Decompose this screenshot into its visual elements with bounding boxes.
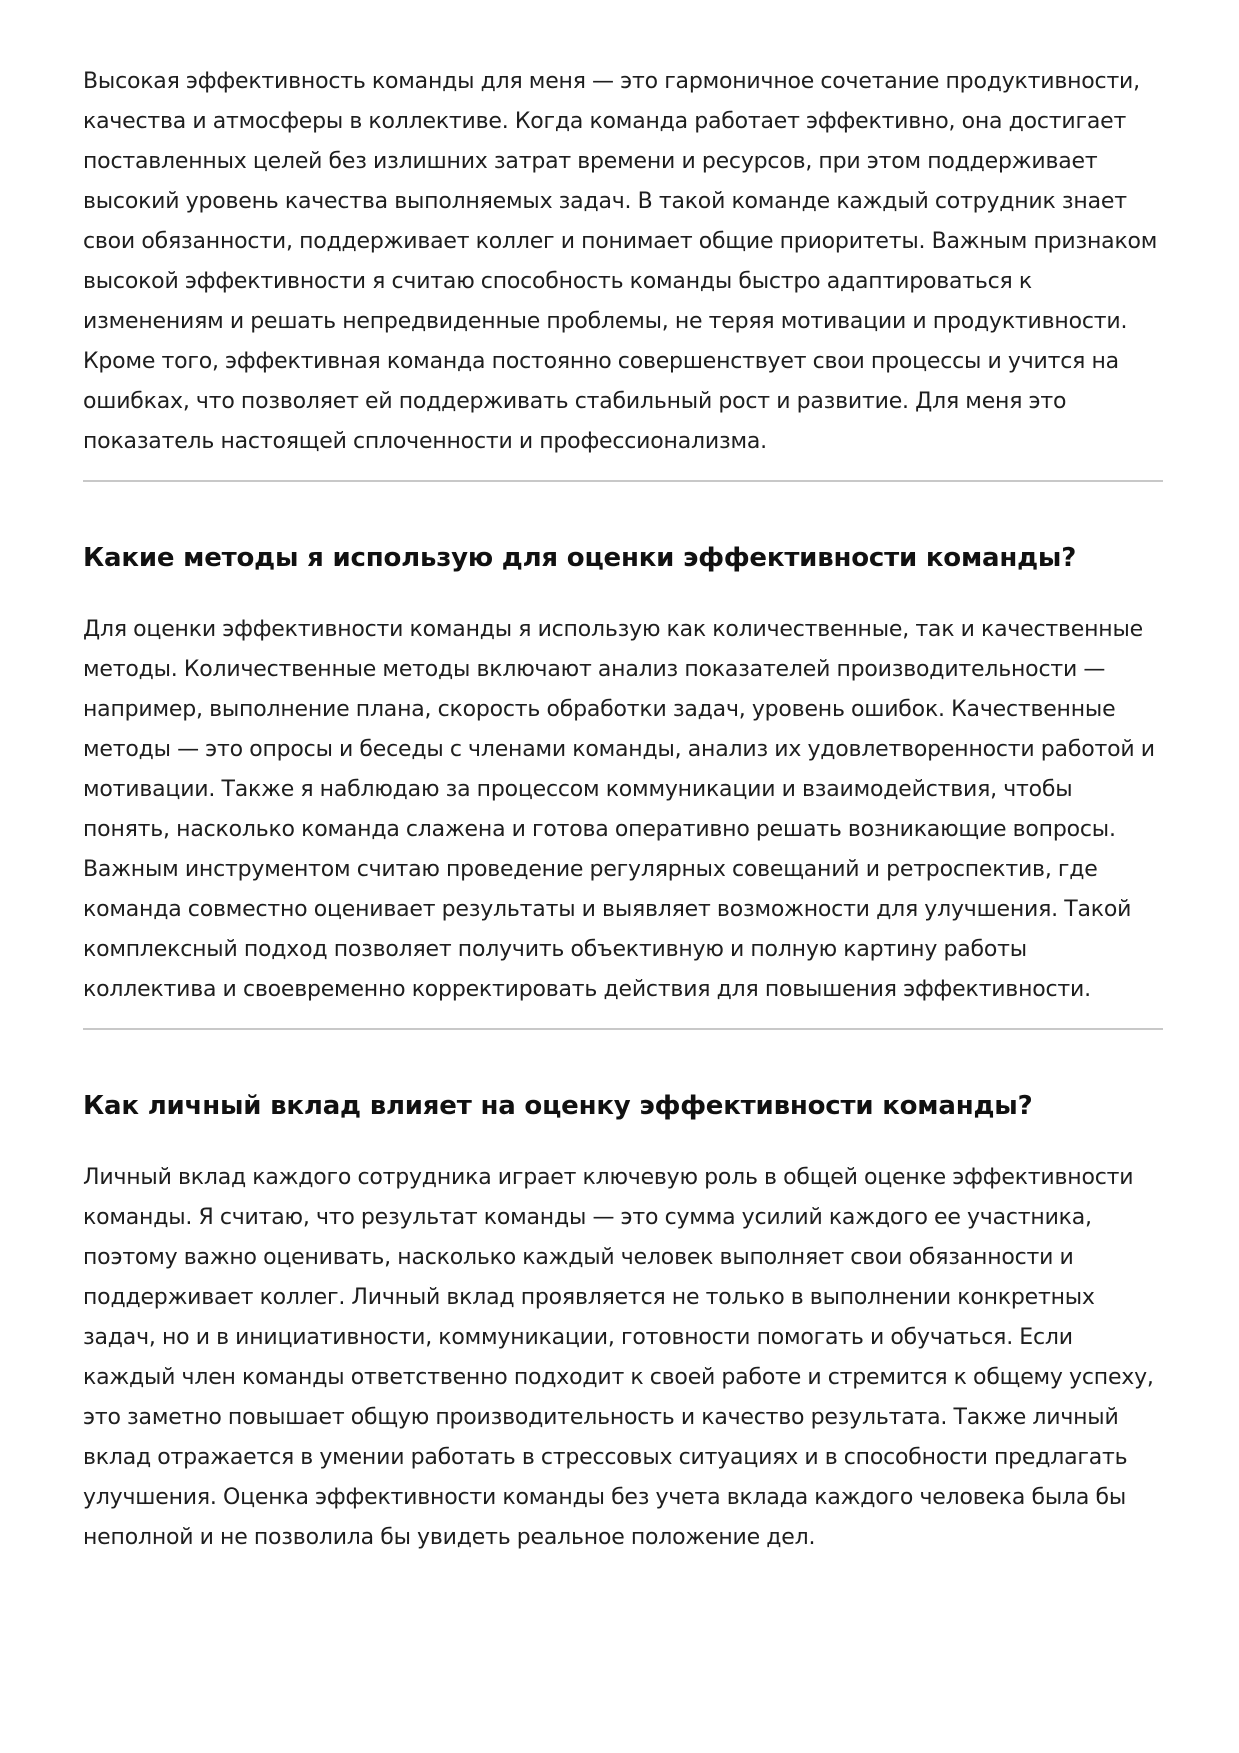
paragraph-personal-contribution: Личный вклад каждого сотрудника играет ключевую роль в общей оценке эффективности команды. Я считаю, что результат команды — это сумма усилий каждого ее участника, поэтому важно оценивать, насколько каждый человек выполняет свои обязанности и поддерживает коллег. Личный вклад проявляется не только в выполнении конкретных задач, но и в инициативности, коммуникации, готовности помогать и обучаться. Если каждый член команды ответственно подходит к своей работе и стремится к общему успеху, это заметно повышает общую производительность и качество результата. Также личный вклад отражается в умении работать в стрессовых ситуациях и в способности предлагать улучшения. Оценка эффективности команды без учета вклада каждого человека была бы неполной и не позволила бы увидеть реальное положение дел. (83, 1165, 1154, 1550)
paragraph-evaluation-methods: Для оценки эффективности команды я использую как количественные, так и качественные методы. Количественные методы включают анализ показателей производительности — например, выполнение плана, скорость обработки задач, уровень ошибок. Качественные методы — это опросы и беседы с членами команды, анализ их удовлетворенности работой и мотивации. Также я наблюдаю за процессом коммуникации и взаимодействия, чтобы понять, насколько команда слажена и готова оперативно решать возникающие вопросы. Важным инструментом считаю проведение регулярных совещаний и ретроспектив, где команда совместно оценивает результаты и выявляет возможности для улучшения. Такой комплексный подход позволяет получить объективную и полную картину работы коллектива и своевременно корректировать действия для повышения эффективности. (83, 617, 1155, 1002)
heading-personal-contribution: Как личный вклад влияет на оценку эффективности команды? (83, 1091, 1033, 1121)
paragraph-team-efficiency: Высокая эффективность команды для меня — это гармоничное сочетание продуктивности, качества и атмосферы в коллективе. Когда команда работает эффективно, она достигает поставленных целей без излишних затрат времени и ресурсов, при этом поддерживает высокий уровень качества выполняемых задач. В такой команде каждый сотрудник знает свои обязанности, поддерживает коллег и понимает общие приоритеты. Важным признаком высокой эффективности я считаю способность команды быстро адаптироваться к изменениям и решать непредвиденные проблемы, не теряя мотивации и продуктивности. Кроме того, эффективная команда постоянно совершенствует свои процессы и учится на ошибках, что позволяет ей поддерживать стабильный рост и развитие. Для меня это показатель настоящей сплоченности и профессионализма. (83, 69, 1158, 454)
section-divider (83, 480, 1163, 482)
heading-evaluation-methods: Какие методы я использую для оценки эффективности команды? (83, 543, 1077, 573)
section-divider (83, 1028, 1163, 1030)
